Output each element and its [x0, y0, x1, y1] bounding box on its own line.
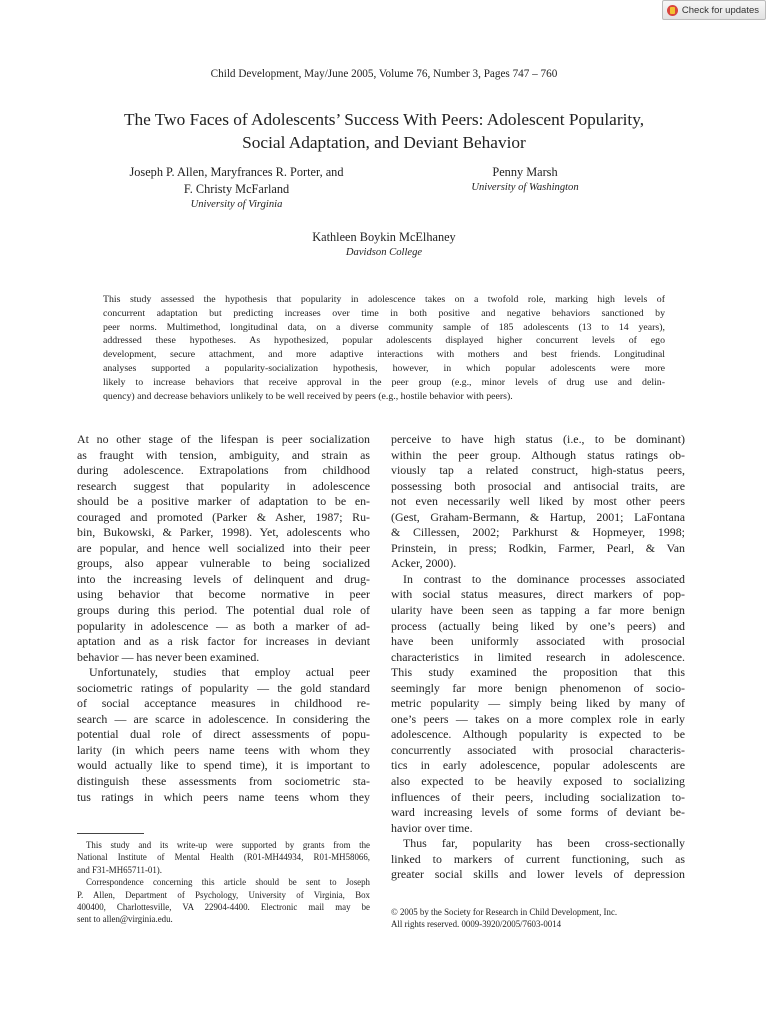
check-for-updates-label: Check for updates	[681, 4, 759, 16]
footnote-line: This study and its write-up were supported by grants from the	[86, 840, 370, 850]
body-line: larity (in which peers name teens with whom they	[77, 742, 370, 757]
body-line: In contrast to the dominance processes associated	[403, 571, 685, 586]
body-line: should be a positive marker of adaptation to be en-	[77, 494, 370, 509]
body-line: also expected to be heavily exposed to socializing	[391, 774, 685, 789]
journal-citation: Child Development, May/June 2005, Volume 76, Number 3, Pages 747 – 760	[210, 68, 558, 80]
copyright-notice	[391, 906, 685, 931]
check-for-updates-button[interactable]	[662, 0, 766, 20]
body-line: into the increasing levels of delinquent and drug-	[77, 571, 370, 586]
abstract	[103, 293, 665, 403]
body-line: characteristics in limited research in adolescence.	[391, 649, 685, 664]
footnote	[77, 839, 370, 926]
footnote-line: 400400, Charlottesville, VA 22904-4400. Electronic mail may be	[77, 901, 370, 912]
body-line: aptation and as a risk factor for increases in deviant	[77, 634, 370, 649]
body-line: ularity have been seen as tapping a far more benign	[391, 603, 685, 618]
crossmark-icon	[667, 5, 678, 16]
body-line: behavior — has never been examined.	[77, 649, 260, 664]
body-line: one’s peers — takes on a more complex role in early	[391, 711, 685, 726]
body-line: & Cillessen, 2002; Parkhurst & Hopmeyer, 1998;	[391, 525, 685, 540]
abstract-line: quency) and decrease behaviors unlikely to be well received by peers (e.g., hostile behavior with peers).	[103, 390, 513, 402]
body-line: couraged and promoted (Parker & Asher, 1987; Ru-	[77, 509, 370, 524]
author-names: F. Christy McFarland	[183, 182, 290, 196]
body-line: process (actually being liked by one’s peers) and	[391, 618, 685, 633]
body-line: during adolescence. Extrapolations from childhood	[77, 463, 370, 478]
author-affiliation: University of Washington	[471, 182, 579, 193]
abstract-line: analyses supported a popularity-socialization hypothesis, however, in which popular adolescents were more	[103, 362, 665, 374]
body-line: tics in early adolescence, popular adolescents are	[391, 758, 685, 773]
left-column	[77, 432, 370, 805]
body-line: havior over time.	[391, 820, 473, 835]
body-line: of social acceptance measures in childhood re-	[77, 696, 370, 711]
body-line: adolescence. Although popularity is expected to be	[391, 727, 685, 742]
right-column	[391, 432, 685, 883]
footnote-line: and F31-MH65711-01).	[77, 864, 162, 875]
title-line: The Two Faces of Adolescents’ Success With Peers: Adolescent Popularity,	[123, 110, 645, 129]
body-line: This study examined the proposition that this	[391, 665, 685, 680]
footnote-line: Correspondence concerning this article should be sent to Joseph	[86, 877, 370, 888]
body-line: linked to markers of current functioning, such as	[391, 851, 685, 866]
author-group-2	[425, 164, 625, 193]
footnote-divider	[77, 833, 144, 834]
author-affiliation: University of Virginia	[190, 199, 283, 210]
body-line: Unfortunately, studies that employ actual peer	[89, 665, 370, 680]
body-line: search — are scarce in adolescence. In considering the	[77, 711, 370, 726]
abstract-line: addressed these hypotheses. As hypothesized, popular adolescents displayed higher concurrent levels of ego	[103, 335, 665, 347]
abstract-line: This study assessed the hypothesis that popularity in adolescence takes on a twofold role, marking high levels of	[103, 294, 665, 305]
body-line: ward increasing levels of some forms of deviant be-	[391, 805, 685, 820]
footnote-line: National Institute of Mental Health (R01-MH44934, R01-MH58066,	[77, 852, 370, 863]
body-line: concurrently associated with prosocial characteris-	[391, 742, 685, 757]
body-line: Thus far, popularity has been cross-sectionally	[403, 836, 685, 851]
body-line: as fraught with tension, ambiguity, and strain as	[77, 447, 370, 462]
body-line: popularity in adolescence — as both a marker of ad-	[77, 618, 370, 633]
body-line: potential dual role of direct assessments of popu-	[77, 727, 370, 742]
author-names: Joseph P. Allen, Maryfrances R. Porter, and	[129, 165, 344, 179]
body-line: seemingly far more benign phenomenon of socio-	[391, 680, 685, 695]
abstract-line: development, secure attachment, and more adaptive interactions with mothers and best friends. Longitudinal	[103, 349, 665, 361]
body-line: perceive to have high status (i.e., to be dominant)	[391, 432, 685, 446]
body-line: have been uniformly associated with prosocial	[391, 634, 685, 649]
footnote-line: sent to allen@virginia.edu.	[77, 914, 173, 925]
copyright-line: © 2005 by the Society for Research in Child Development, Inc.	[391, 907, 618, 917]
body-line: using behavior that become normative in peer	[77, 587, 370, 602]
body-line: not even necessarily well liked by most other peers	[391, 494, 685, 509]
body-line: greater social skills and lower levels of depression	[391, 867, 685, 882]
author-affiliation: Davidson College	[345, 247, 423, 258]
copyright-line: All rights reserved. 0009-3920/2005/7603-0014	[391, 919, 562, 930]
title-line: Social Adaptation, and Deviant Behavior	[242, 133, 526, 152]
body-line: metric popularity — simply being liked by many of	[391, 696, 685, 711]
body-line: are popular, and hence well socialized into their peer	[77, 540, 370, 555]
body-line: groups during this period. The potential dual role of	[77, 603, 370, 618]
body-line: groups, also appear vulnerable to being socialized	[77, 556, 370, 571]
body-line: At no other stage of the lifespan is peer socialization	[77, 432, 370, 446]
body-line: tus ratings in which peers name teens whom they	[77, 789, 370, 804]
body-line: distinguish these assessments from sociometric sta-	[77, 774, 370, 789]
body-line: (Gest, Graham-Bermann, & Hartup, 2001; LaFontana	[391, 509, 685, 524]
footnote-line: P. Allen, Department of Psychology, University of Virginia, Box	[77, 889, 370, 900]
body-line: Acker, 2000).	[391, 556, 457, 571]
body-line: with social status measures, direct markers of pop-	[391, 587, 685, 602]
body-line: influences of their peers, including socialization to-	[391, 789, 685, 804]
body-line: sociometric ratings of popularity — the gold standard	[77, 680, 370, 695]
body-line: bin, Bukowski, & Parker, 1998). Yet, adolescents who	[77, 525, 370, 540]
author-group-3	[234, 229, 534, 258]
body-line: Prinstein, in press; Rodkin, Farmer, Pearl, & Van	[391, 540, 685, 555]
body-line: would actually like to spend time), it is important to	[77, 758, 370, 773]
abstract-line: concurrent adaptation but predicting increases over time in both positive and negative behaviors sanctioned by	[103, 307, 665, 319]
body-line: within the peer group. Although status ratings ob-	[391, 447, 685, 462]
abstract-line: peer norms. Multimethod, longitudinal data, on a diverse community sample of 185 adolescents (13 to 14 years),	[103, 321, 665, 333]
body-line: possessing both prosocial and antisocial traits, are	[391, 478, 685, 493]
body-line: viously tap a related construct, high-status peers,	[391, 463, 685, 478]
body-line: research suggest that popularity in adolescence	[77, 478, 370, 493]
author-group-1	[90, 164, 383, 210]
author-names: Kathleen Boykin McElhaney	[312, 230, 456, 244]
abstract-line: likely to increase behaviors that receive approval in the peer group (e.g., minor levels of drug use and delin-	[103, 376, 665, 388]
author-names: Penny Marsh	[492, 165, 558, 179]
article-title	[60, 108, 708, 154]
